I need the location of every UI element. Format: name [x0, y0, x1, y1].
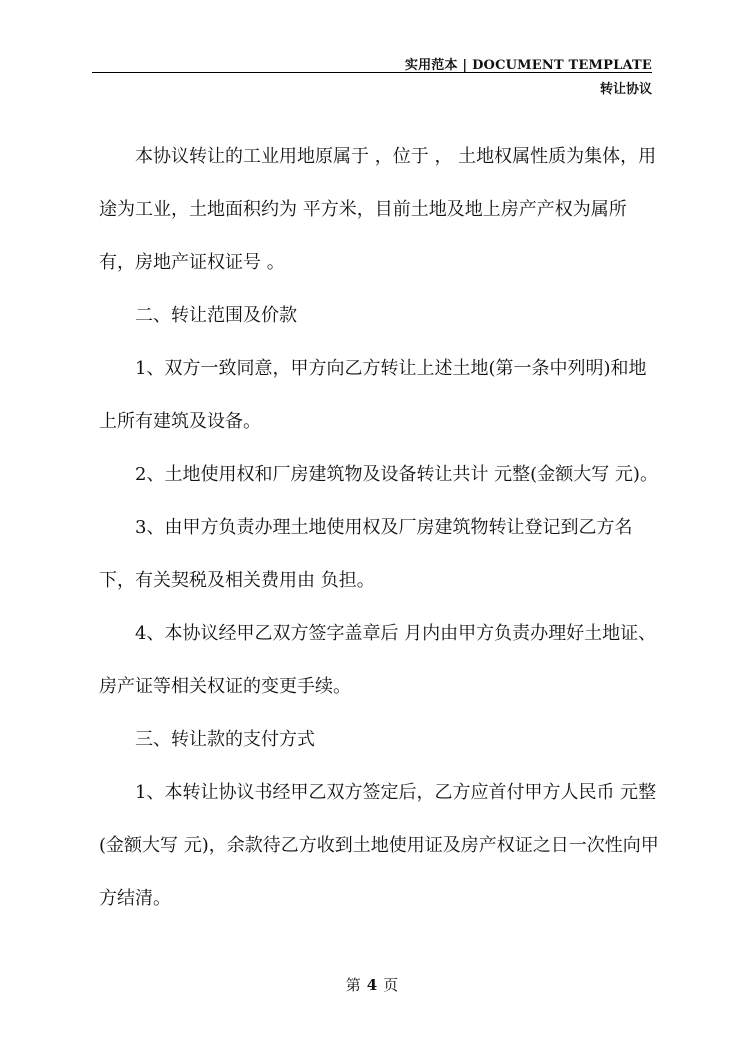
header-divider — [92, 72, 652, 73]
paragraph-land-description: 本协议转让的工业用地原属于 ，位于 ， 土地权属性质为集体，用途为工业，土地面积约为 平方米，目前土地及地上房产产权为属所有，房地产证权证号 。 — [99, 146, 657, 273]
paragraph-payment-clause-1: 1、本转让协议书经甲乙双方签定后，乙方应首付甲方人民币 元整(金额大写 元)，余款待乙方收到土地使用证及房产权证之日一次性向甲方结清。 — [99, 782, 659, 909]
paragraph-clause-1: 1、双方一致同意，甲方向乙方转让上述土地(第一条中列明)和地上所有建筑及设备。 — [99, 358, 647, 432]
page-number-prefix: 第 — [345, 976, 361, 994]
document-body — [99, 130, 661, 925]
section-heading-scope-price: 二、转让范围及价款 — [135, 305, 297, 326]
paragraph-clause-4: 4、本协议经甲乙双方签字盖章后 月内由甲方负责办理好土地证、房产证等相关权证的变更手续。 — [99, 623, 657, 697]
page-number-value: 4 — [366, 976, 378, 994]
paragraph-clause-2: 2、土地使用权和厂房建筑物及设备转让共计 元整(金额大写 元)。 — [135, 464, 658, 485]
page-number-suffix: 页 — [383, 976, 399, 994]
section-heading-payment: 三、转让款的支付方式 — [135, 729, 315, 750]
header-brand: 实用范本 | DOCUMENT TEMPLATE — [404, 58, 652, 73]
page-number — [0, 974, 744, 995]
document-title: 转让协议 — [599, 82, 652, 97]
paragraph-clause-3: 3、由甲方负责办理土地使用权及厂房建筑物转让登记到乙方名下，有关契税及相关费用由 负担。 — [99, 517, 633, 591]
